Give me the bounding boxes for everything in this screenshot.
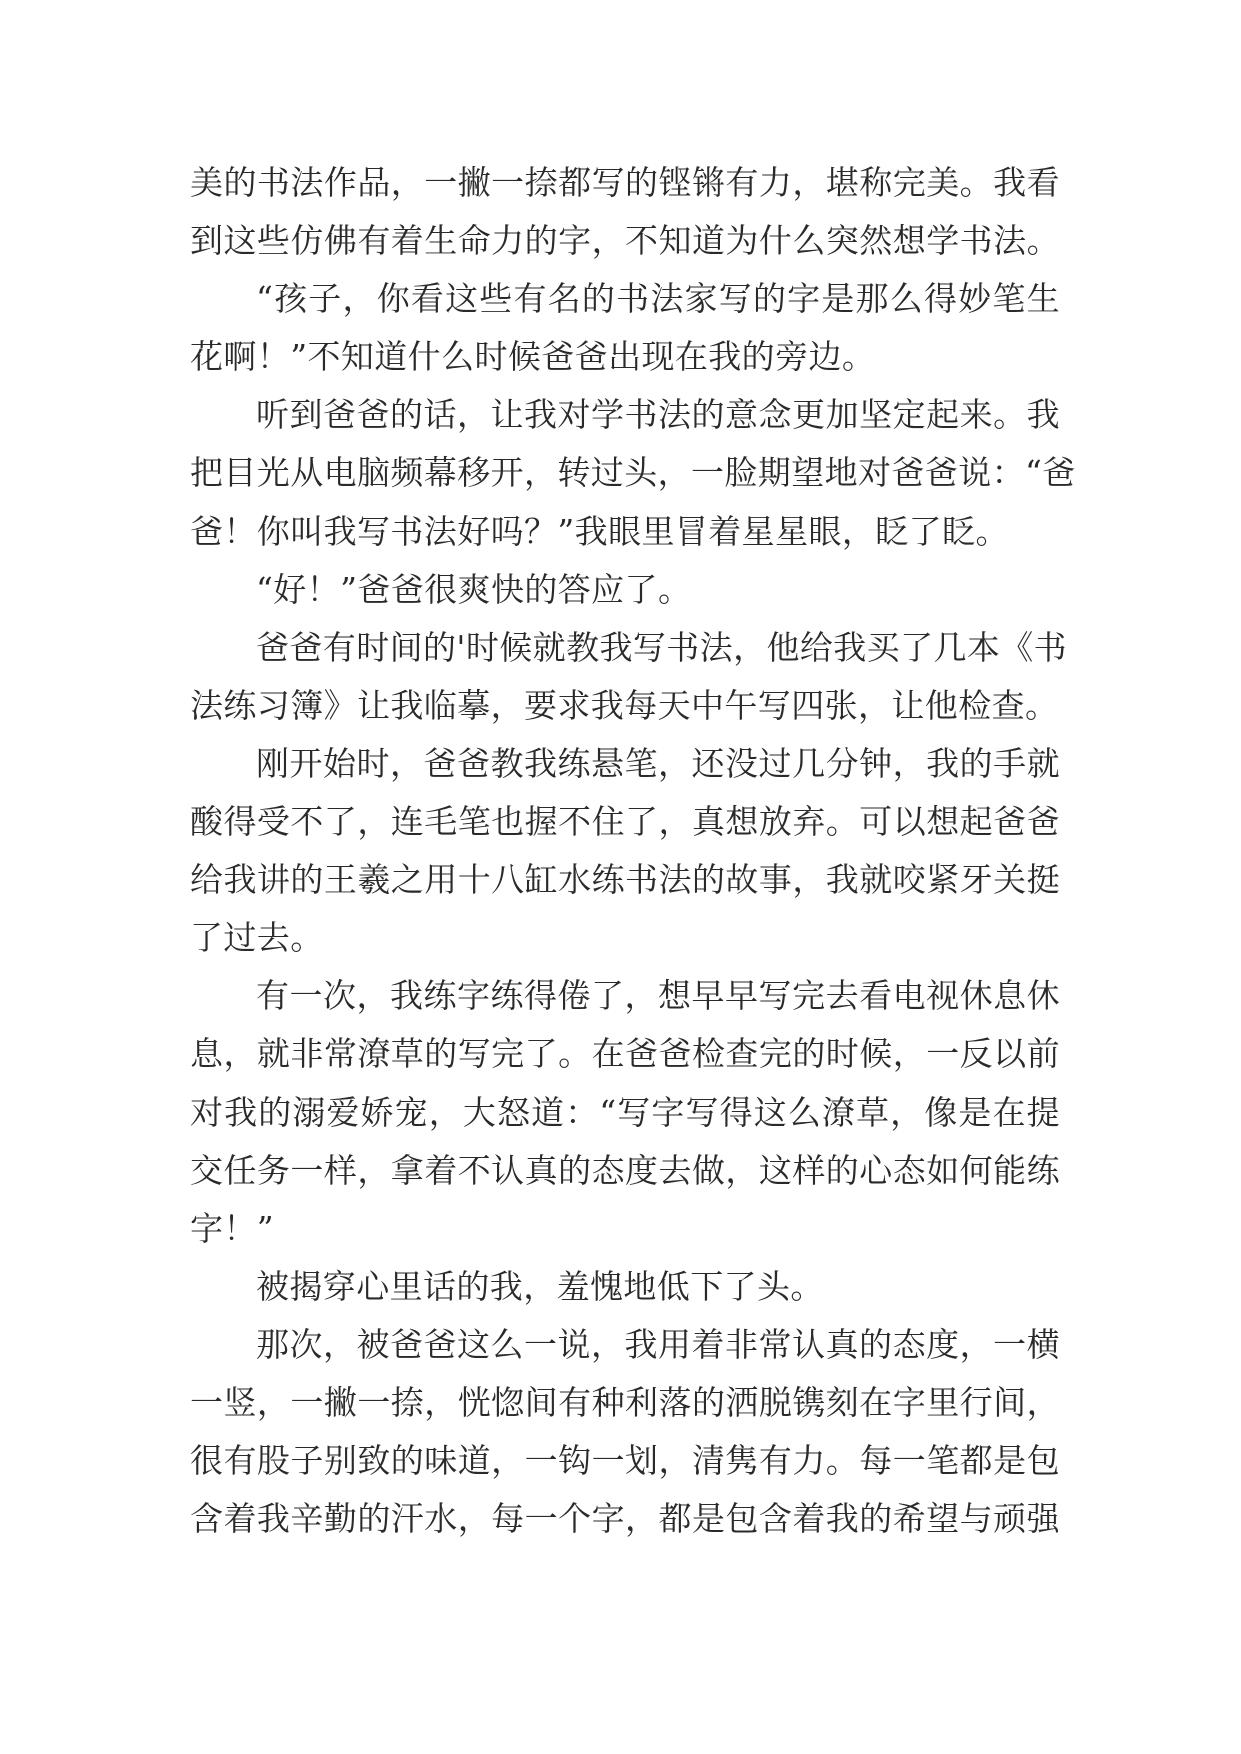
- text-line: 听到爸爸的话，让我对学书法的意念更加坚定起来。我: [256, 395, 1060, 435]
- body-text: [190, 154, 1076, 1548]
- text-line: 了过去。: [190, 918, 324, 958]
- text-line: 到这些仿佛有着生命力的字，不知道为什么突然想学书法。: [190, 221, 1060, 261]
- text-line: 很有股子别致的味道，一钩一划，清隽有力。每一笔都是包: [190, 1441, 1060, 1481]
- text-line: 一竖，一撇一捺，恍惚间有种利落的洒脱镌刻在字里行间，: [190, 1382, 1060, 1422]
- text-line: 爸爸有时间的'时候就教我写书法，他给我买了几本《书: [256, 627, 1068, 667]
- text-line: 息，就非常潦草的写完了。在爸爸检查完的时候，一反以前: [190, 1034, 1060, 1074]
- text-line: “好！”爸爸很爽快的答应了。: [256, 569, 692, 609]
- text-line: 字！”: [190, 1208, 275, 1248]
- text-line: “孩子，你看这些有名的书法家写的字是那么得妙笔生: [256, 279, 1060, 319]
- text-line: 把目光从电脑频幕移开，转过头，一脸期望地对爸爸说：“爸: [190, 453, 1076, 493]
- text-line: 花啊！”不知道什么时候爸爸出现在我的旁边。: [190, 337, 876, 377]
- text-line: 那次，被爸爸这么一说，我用着非常认真的态度，一横: [256, 1324, 1060, 1364]
- text-line: 爸！你叫我写书法好吗？”我眼里冒着星星眼，眨了眨。: [190, 511, 1009, 551]
- text-line: 刚开始时，爸爸教我练悬笔，还没过几分钟，我的手就: [256, 743, 1060, 783]
- text-line: 酸得受不了，连毛笔也握不住了，真想放弃。可以想起爸爸: [190, 802, 1060, 842]
- text-line: 被揭穿心里话的我，羞愧地低下了头。: [256, 1266, 824, 1306]
- text-line: 给我讲的王羲之用十八缸水练书法的故事，我就咬紧牙关挺: [190, 860, 1060, 900]
- text-line: 有一次，我练字练得倦了，想早早写完去看电视休息休: [256, 976, 1060, 1016]
- text-line: 对我的溺爱娇宠，大怒道：“写字写得这么潦草，像是在提: [190, 1092, 1060, 1132]
- text-line: 法练习簿》让我临摹，要求我每天中午写四张，让他检查。: [190, 685, 1059, 725]
- text-line: 交任务一样，拿着不认真的态度去做，这样的心态如何能练: [190, 1150, 1060, 1190]
- text-line: 含着我辛勤的汗水，每一个字，都是包含着我的希望与顽强: [190, 1499, 1060, 1539]
- text-line: 美的书法作品，一撇一捺都写的铿锵有力，堪称完美。我看: [190, 163, 1060, 202]
